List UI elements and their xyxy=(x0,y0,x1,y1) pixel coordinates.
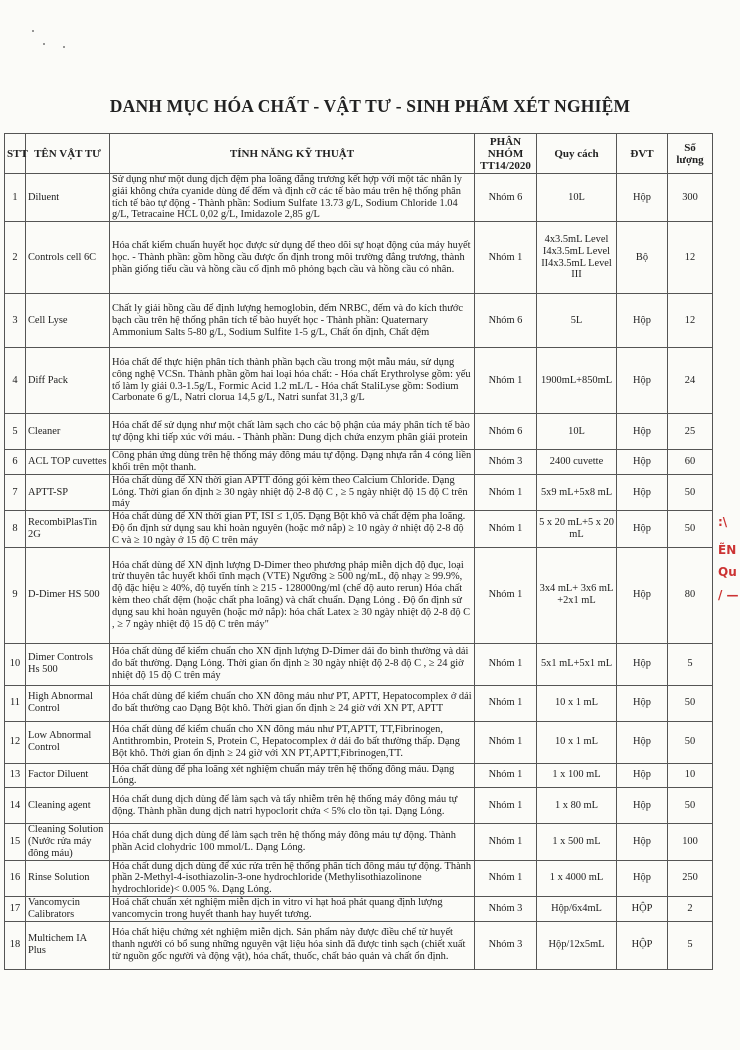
scan-speck xyxy=(43,43,45,45)
cell-qty: 10 xyxy=(668,763,713,788)
cell-stt: 12 xyxy=(5,721,26,763)
cell-spec: Hóa chất dùng để XN định lượng D-Dimer theo phương pháp miễn dịch độ đục, loại trừ thuyên tắc huyết khối tĩnh mạch (VTE) Ngưỡng ≥ 500 ng/mL, độ nhạy ≥ 99.9%, độ đặc hiệu ≥ 40%, độ tuyến tính ≥ 215 - 128000ng/ml (chế độ auto rerun) Hóa chất kèm theo chất đệm (hoặc chất pha loãng) và chất chuẩn. Dạng Lỏng . Độ ổn định sử dụng sau khi hoàn nguyên (hoặc mở nắp): hóa chất Latex ≥ 30 ngày nhiệt độ 2-8 độ C , ≥ 7 ngày nhiệt độ 15 độ C trên máy" xyxy=(110,547,475,643)
cell-qty: 50 xyxy=(668,474,713,510)
cell-group: Nhóm 1 xyxy=(475,474,537,510)
scan-speck xyxy=(63,46,65,48)
cell-unit: Hộp xyxy=(617,547,668,643)
cell-stt: 9 xyxy=(5,547,26,643)
stamp-fragment: / — xyxy=(718,588,739,602)
cell-pack: 1 x 80 mL xyxy=(537,788,617,824)
cell-name: Multichem IA Plus xyxy=(26,921,110,969)
cell-stt: 17 xyxy=(5,896,26,921)
cell-unit: HỘP xyxy=(617,896,668,921)
cell-name: Diff Pack xyxy=(26,348,110,414)
stamp-fragment: :\ xyxy=(718,515,728,529)
table-row xyxy=(5,348,713,414)
cell-spec: Hóa chất hiệu chứng xét nghiệm miễn dịch. Sản phẩm này được điều chế từ huyết thanh người có bổ sung những nguyên vật liệu hóa sinh đã được tinh sạch (chiết xuất từ nguồn gốc người và động vật), hóa chất, thuốc, chất bảo quản và chất ổn định. xyxy=(110,921,475,969)
cell-name: Dimer Controls Hs 500 xyxy=(26,643,110,685)
table-row xyxy=(5,921,713,969)
cell-group: Nhóm 1 xyxy=(475,547,537,643)
cell-pack: 1 x 4000 mL xyxy=(537,860,617,896)
table-row xyxy=(5,511,713,547)
cell-unit: Hộp xyxy=(617,450,668,475)
cell-stt: 18 xyxy=(5,921,26,969)
cell-stt: 4 xyxy=(5,348,26,414)
cell-unit: Hộp xyxy=(617,763,668,788)
stamp-fragment: Qu xyxy=(718,565,737,579)
cell-group: Nhóm 1 xyxy=(475,860,537,896)
page-title: DANH MỤC HÓA CHẤT - VẬT TƯ - SINH PHẨM XÉT NGHIỆM xyxy=(109,96,631,116)
scan-speck xyxy=(32,30,34,32)
table-row xyxy=(5,788,713,824)
cell-qty: 300 xyxy=(668,174,713,222)
cell-pack: 5L xyxy=(537,294,617,348)
cell-pack: 3x4 mL+ 3x6 mL +2x1 mL xyxy=(537,547,617,643)
cell-name: APTT-SP xyxy=(26,474,110,510)
cell-group: Nhóm 1 xyxy=(475,685,537,721)
table-row xyxy=(5,824,713,860)
cell-spec: Hóa chất dùng để pha loãng xét nghiệm chuẩn máy trên hệ thống đông máu. Dạng Lỏng. xyxy=(110,763,475,788)
table-row xyxy=(5,685,713,721)
header-pack: Quy cách xyxy=(537,134,617,174)
cell-pack: 4x3.5mL Level I4x3.5mL Level II4x3.5mL Level III xyxy=(537,222,617,294)
cell-name: Cell Lyse xyxy=(26,294,110,348)
cell-name: Controls cell 6C xyxy=(26,222,110,294)
table-row xyxy=(5,474,713,510)
cell-spec: Hóa chất dùng để kiểm chuẩn cho XN định lượng D-Dimer dải đo bình thường và dải đo bất thường. Dạng Lỏng. Thời gian ổn định ≥ 30 ngày nhiệt độ 2-8 độ C , ≥ 24 giờ nhiệt độ 15 độ C trên máy xyxy=(110,643,475,685)
header-qty: Số lượng xyxy=(668,134,713,174)
cell-name: High Abnormal Control xyxy=(26,685,110,721)
cell-name: Low Abnormal Control xyxy=(26,721,110,763)
cell-pack: Hộp/6x4mL xyxy=(537,896,617,921)
cell-qty: 25 xyxy=(668,414,713,450)
table-header-row xyxy=(5,134,713,174)
cell-spec: Hóa chất dùng để XN thời gian PT, ISI ≤ 1,05. Dạng Bột khô và chất đệm pha loãng. Độ ổn định sử dụng sau khi hoàn nguyên (hoặc mở nắp) ≥ 10 ngày ở nhiệt độ 2-8 độ C và ≥ 10 ngày ở 15 độ C trên máy xyxy=(110,511,475,547)
cell-spec: Hóa chất kiểm chuẩn huyết học được sử dụng để theo dõi sự hoạt động của máy huyết học. - Thành phần: gồm hồng cầu được ổn định trong môi trường đẳng trương, thành phần giống tiểu cầu và hồng cầu cố định mô phỏng bạch cầu và hồng cầu có nhân. xyxy=(110,222,475,294)
cell-qty: 5 xyxy=(668,921,713,969)
cell-pack: 10 x 1 mL xyxy=(537,685,617,721)
cell-pack: 10L xyxy=(537,174,617,222)
cell-name: Vancomycin Calibrators xyxy=(26,896,110,921)
table-row xyxy=(5,450,713,475)
cell-spec: Chất ly giải hồng cầu để định lượng hemoglobin, đếm NRBC, đếm và đo kích thước bạch cầu trên hệ thống phân tích tế bào huyết học - Thành phần: Quaternary Ammonium Salts 5-80 g/L, Sodium Sulfite 1-5 g/L, Chất ổn định, Chất đệm xyxy=(110,294,475,348)
cell-spec: Công phản ứng dùng trên hệ thống máy đông máu tự động. Dạng nhựa rắn 4 cóng liền khối trên một thanh. xyxy=(110,450,475,475)
cell-stt: 5 xyxy=(5,414,26,450)
table-row xyxy=(5,547,713,643)
cell-qty: 2 xyxy=(668,896,713,921)
cell-spec: Hóa chất dung dịch dùng để xúc rửa trên hệ thống phân tích đông máu tự động. Thành phần 2-Methyl-4-isothiazolin-3-one hydrochloride (Methylisothiazolinone hydrochloride)< 0.005 %. Dạng Lỏng. xyxy=(110,860,475,896)
cell-stt: 14 xyxy=(5,788,26,824)
cell-group: Nhóm 1 xyxy=(475,763,537,788)
cell-name: Cleaner xyxy=(26,414,110,450)
table-row xyxy=(5,222,713,294)
cell-stt: 2 xyxy=(5,222,26,294)
cell-unit: Hộp xyxy=(617,474,668,510)
cell-stt: 1 xyxy=(5,174,26,222)
cell-stt: 6 xyxy=(5,450,26,475)
cell-unit: Hộp xyxy=(617,643,668,685)
cell-unit: Hộp xyxy=(617,721,668,763)
cell-group: Nhóm 3 xyxy=(475,921,537,969)
cell-group: Nhóm 6 xyxy=(475,414,537,450)
cell-qty: 24 xyxy=(668,348,713,414)
stamp-fragment: ẼN xyxy=(718,543,737,557)
cell-unit: Hộp xyxy=(617,414,668,450)
cell-spec: Sử dụng như một dung dịch đệm pha loãng đẳng trương kết hợp với một tác nhân ly giải không chứa cyanide dùng để đếm và định cỡ các tế bào máu trên hệ thống phân tích tế bào tự động - Thành phần: Sodium Sulfate 13.73 g/L, Sodium Chloride 1.04 g/L, Tetracaine HCL 0,02 g/L, Imidazole 2,85 g/L xyxy=(110,174,475,222)
cell-group: Nhóm 1 xyxy=(475,643,537,685)
cell-unit: Hộp xyxy=(617,685,668,721)
cell-unit: Hộp xyxy=(617,294,668,348)
cell-pack: 10L xyxy=(537,414,617,450)
cell-unit: Hộp xyxy=(617,511,668,547)
cell-name: Factor Diluent xyxy=(26,763,110,788)
cell-qty: 12 xyxy=(668,294,713,348)
cell-group: Nhóm 1 xyxy=(475,824,537,860)
cell-spec: Hóa chất dung dịch dùng để làm sạch và tẩy nhiễm trên hệ thống máy đông máu tự động. Thành phần dung dịch natri hypoclorit chứa < 5% clo tồn tại. Dạng Lỏng. xyxy=(110,788,475,824)
cell-pack: 10 x 1 mL xyxy=(537,721,617,763)
header-group: PHÂN NHÓM TT14/2020 xyxy=(475,134,537,174)
cell-group: Nhóm 1 xyxy=(475,721,537,763)
header-unit: ĐVT xyxy=(617,134,668,174)
cell-group: Nhóm 1 xyxy=(475,511,537,547)
cell-group: Nhóm 6 xyxy=(475,294,537,348)
cell-qty: 50 xyxy=(668,511,713,547)
table-row xyxy=(5,174,713,222)
cell-name: Rinse Solution xyxy=(26,860,110,896)
cell-pack: Hộp/12x5mL xyxy=(537,921,617,969)
cell-unit: Hộp xyxy=(617,788,668,824)
cell-unit: HỘP xyxy=(617,921,668,969)
cell-name: D-Dimer HS 500 xyxy=(26,547,110,643)
cell-pack: 2400 cuvette xyxy=(537,450,617,475)
cell-qty: 50 xyxy=(668,685,713,721)
cell-group: Nhóm 1 xyxy=(475,222,537,294)
cell-pack: 5 x 20 mL+5 x 20 mL xyxy=(537,511,617,547)
cell-pack: 1 x 500 mL xyxy=(537,824,617,860)
table-row xyxy=(5,294,713,348)
header-name: TÊN VẬT TƯ xyxy=(26,134,110,174)
cell-unit: Hộp xyxy=(617,824,668,860)
header-stt: STT xyxy=(5,134,26,174)
header-spec: TÍNH NĂNG KỸ THUẬT xyxy=(110,134,475,174)
cell-group: Nhóm 1 xyxy=(475,348,537,414)
cell-unit: Hộp xyxy=(617,860,668,896)
table-row xyxy=(5,414,713,450)
table-row xyxy=(5,860,713,896)
cell-group: Nhóm 1 xyxy=(475,788,537,824)
cell-qty: 50 xyxy=(668,788,713,824)
cell-spec: Hóa chất để thực hiện phân tích thành phần bạch cầu trong một mẫu máu, sử dụng công nghệ VCSn. Thành phần gồm hai loại hóa chất: - Hóa chất Erythrolyse gồm: yếu tố làm ly giải 0.3-1.5g/L, Formic Acid 1.2 mL/L - Hóa chất StaliLyse gồm: Sodium Carbonate 6 g/L, Natri clorua 14,5 g/L, Natri sunfat 31,3 g/L xyxy=(110,348,475,414)
table-row xyxy=(5,763,713,788)
cell-qty: 100 xyxy=(668,824,713,860)
cell-qty: 250 xyxy=(668,860,713,896)
table-row xyxy=(5,896,713,921)
cell-stt: 8 xyxy=(5,511,26,547)
cell-pack: 5x9 mL+5x8 mL xyxy=(537,474,617,510)
cell-stt: 16 xyxy=(5,860,26,896)
cell-spec: Hoá chất chuẩn xét nghiệm miễn dịch in vitro vi hạt hoá phát quang định lượng vancomycin trong huyết thanh hay huyết tương. xyxy=(110,896,475,921)
cell-spec: Hóa chất dùng để XN thời gian APTT đóng gói kèm theo Calcium Chloride. Dạng Lỏng. Thời gian ổn định ≥ 30 ngày nhiệt độ 2-8 độ C , ≥ 5 ngày nhiệt độ 15 độ C trên máy xyxy=(110,474,475,510)
cell-spec: Hóa chất dung dịch dùng để làm sạch trên hệ thống máy đông máu tự động. Thành phần Acid clohydric 100 mmol/L. Dạng Lỏng. xyxy=(110,824,475,860)
cell-stt: 11 xyxy=(5,685,26,721)
cell-unit: Hộp xyxy=(617,174,668,222)
cell-pack: 1 x 100 mL xyxy=(537,763,617,788)
cell-stt: 7 xyxy=(5,474,26,510)
table-row xyxy=(5,643,713,685)
cell-name: ACL TOP cuvettes xyxy=(26,450,110,475)
cell-stt: 3 xyxy=(5,294,26,348)
cell-qty: 5 xyxy=(668,643,713,685)
cell-qty: 60 xyxy=(668,450,713,475)
cell-group: Nhóm 3 xyxy=(475,450,537,475)
cell-spec: Hóa chất để sử dụng như một chất làm sạch cho các bộ phận của máy phân tích tế bào tự động khi tiếp xúc với máu. - Thành phần: Dung dịch chứa enzym phân giải protein xyxy=(110,414,475,450)
items-table xyxy=(4,133,713,970)
cell-name: Diluent xyxy=(26,174,110,222)
cell-name: Cleaning Solution (Nước rửa máy đông máu) xyxy=(26,824,110,860)
cell-name: Cleaning agent xyxy=(26,788,110,824)
cell-qty: 50 xyxy=(668,721,713,763)
cell-qty: 80 xyxy=(668,547,713,643)
cell-spec: Hóa chất dùng để kiểm chuẩn cho XN đông máu như PT,APTT, TT,Fibrinogen, Antithrombin, Protein S, Protein C, Hepatocomplex ở dải đo bất thường thấp. Dạng Bột khô. Thời gian ổn định ≥ 24 giờ với XN PT,APTT,Fibrinogen,TT. xyxy=(110,721,475,763)
cell-pack: 5x1 mL+5x1 mL xyxy=(537,643,617,685)
cell-pack: 1900mL+850mL xyxy=(537,348,617,414)
cell-stt: 10 xyxy=(5,643,26,685)
cell-stt: 13 xyxy=(5,763,26,788)
cell-stt: 15 xyxy=(5,824,26,860)
cell-group: Nhóm 3 xyxy=(475,896,537,921)
table-row xyxy=(5,721,713,763)
cell-group: Nhóm 6 xyxy=(475,174,537,222)
cell-spec: Hóa chất dùng để kiểm chuẩn cho XN đông máu như PT, APTT, Hepatocomplex ở dải đo bất thường cao Dạng Bột khô. Thời gian ổn định ≥ 24 giờ với XN PT, APTT xyxy=(110,685,475,721)
cell-qty: 12 xyxy=(668,222,713,294)
cell-unit: Bộ xyxy=(617,222,668,294)
cell-unit: Hộp xyxy=(617,348,668,414)
cell-name: RecombiPlasTin 2G xyxy=(26,511,110,547)
